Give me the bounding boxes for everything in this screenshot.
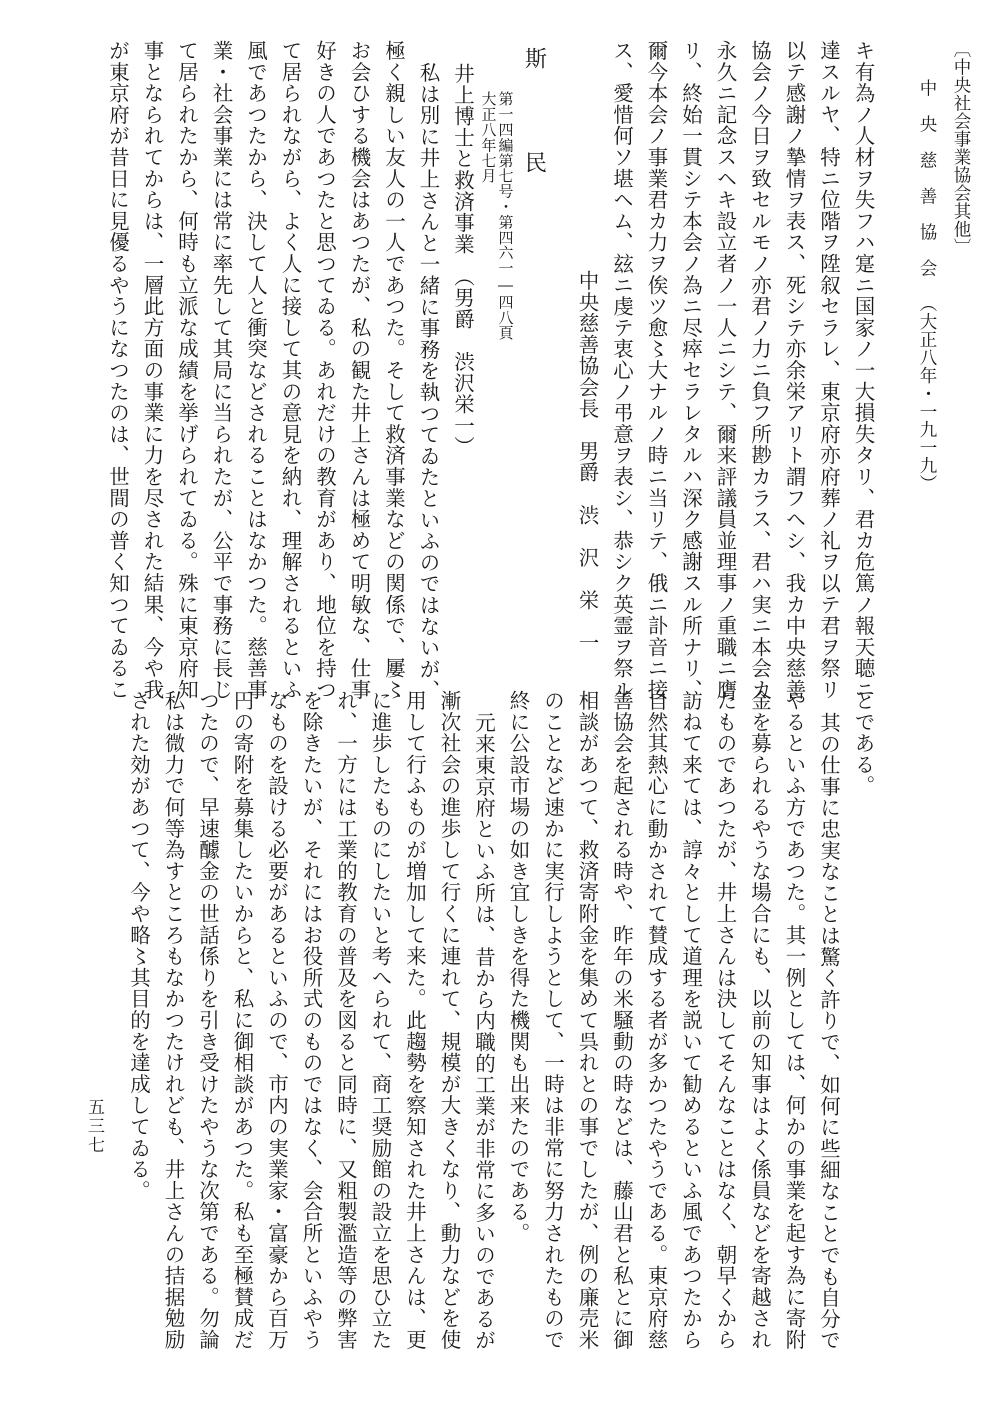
text-column: とである。	[851, 690, 875, 797]
text-column: て居られたから、何時も立派な成績を挙げられてゐる。殊に東京府知	[174, 40, 199, 701]
side-header	[896, 40, 978, 660]
signature: 中央慈善協会長 男爵 渋 沢 栄 一	[575, 269, 599, 653]
text-column: れ、一方には工業的教育の普及を図ると同時に、又粗製濫造等の弊害	[333, 690, 358, 1351]
text-column: のことなど速かに実行しようとして、一時は非常に努力されたもので	[540, 690, 565, 1351]
source-date: 大正八年七月	[479, 91, 498, 184]
page-number: 五三七	[84, 1098, 104, 1155]
text-column: お会ひする機会はあつたが、私の観た井上さんは極めて明敏な、仕事	[347, 40, 371, 701]
text-column: に進歩したものにしたいと考へられて、商工奨励館の設立を思ひ立た	[368, 690, 392, 1351]
text-column: 私は別に井上さんと一緒に事務を執つてゐたといふのではないが、	[416, 61, 440, 701]
text-column: 極く親しい友人の一人であつた。そして救済事業などの関係で、屢〻	[381, 40, 406, 701]
text-column: ス、愛惜何ソ堪ヘム、玆ニ虔テ衷心ノ弔意ヲ表シ、恭シク英霊ヲ祭ル	[609, 40, 634, 701]
text-column: 私は微力で何等為すところもなかつたけれども、井上さんの拮据勉励	[161, 690, 185, 1351]
text-column: なものを設ける必要があるといふので、市内の実業家・富豪から百万	[264, 690, 289, 1351]
text-column: 協会ノ今日ヲ致セルモノ亦君ノ力ニ負フ所尠カラス、君ハ実ニ本会カ	[747, 40, 772, 701]
text-column: 事となられてからは、一層此方面の事業に力を尽された結果、今や我	[140, 40, 164, 701]
text-column: 終に公設市場の如き宜しきを得た機関も出来たのである。	[506, 690, 530, 1244]
text-column: が東京府が昔日に見優るやうになつたのは、世間の普く知つてゐるこ	[105, 40, 130, 701]
text-column: 其の仕事に忠実なことは驚く許りで、如何に些細なことでも自分で	[816, 711, 841, 1351]
section-title: 斯 民	[521, 46, 547, 203]
text-column: リ、終始一貫シテ本会ノ為ニ尽瘁セラレタルハ深ク感謝スル所ナリ、	[678, 40, 703, 701]
organization-heading	[910, 40, 944, 660]
date-heading: （大正八年・一九一九）	[917, 294, 937, 492]
text-column: 善協会を起される時や、昨年の米騒動の時などは、藤山君と私とに御	[609, 690, 634, 1351]
text-column: て居られながら、よく人に接して其の意見を納れ、理解されるといふ	[278, 40, 302, 701]
text-column: された効があつて、今や略〻其目的を達成してゐる。	[126, 690, 151, 1202]
text-column: 以テ感謝ノ摯情ヲ表ス、死シテ亦余栄アリト謂フヘシ、我カ中央慈善	[782, 40, 806, 701]
text-column: 円の寄附を募集したいからと、私に御相談があつた。私も至極賛成だ	[230, 690, 254, 1351]
text-column: 訪ねて来ては、諄々として道理を説いて勧めるといふ風であつたから	[678, 690, 703, 1351]
text-column: やるといふ方であつた。其一例としては、何かの事業を起す為に寄附	[782, 690, 806, 1351]
text-column: 好きの人であつたと思つてゐる。あれだけの教育があり、地位を持つ	[312, 40, 337, 701]
series-heading: 〔中央社会事業協会其他〕	[951, 40, 971, 256]
text-column: 元来東京府といふ所は、昔から内職的工業が非常に多いのであるが	[471, 711, 496, 1351]
text-column: キ有為ノ人材ヲ失フハ寔ニ国家ノ一大損失タリ、君カ危篤ノ報天聴ニ	[851, 40, 875, 701]
text-column: 用して行ふものが増加して来た。此趨勢を察知された井上さんは、更	[402, 690, 427, 1351]
text-column: 風であつたから、決して人と衝突などされることはなかつた。慈善事	[243, 40, 268, 701]
column-spacer	[554, 40, 570, 640]
text-column: 自然其熱心に動かされて賛成する者が多かつたやうである。東京府慈	[644, 690, 668, 1351]
source-meta: 第一四編第七号・第四六一―四八頁	[496, 91, 515, 341]
organization-name: 中 央 慈 善 協 会	[917, 78, 937, 277]
text-column: 相談があつて、救済寄附金を集めて呉れとの事でしたが、例の廉売米	[575, 690, 599, 1351]
bottom-section	[120, 690, 880, 1351]
text-column: 永久ニ記念スヘキ設立者ノ一人ニシテ、爾来評議員並理事ノ重職ニ膺	[713, 40, 737, 701]
text-column: 業・社会事業には常に率先して其局に当られたが、公平で事務に長じ	[209, 40, 233, 701]
text-column: 金を募られるやうな場合にも、以前の知事はよく係員などを寄越され	[747, 690, 772, 1351]
text-column: を除きたいが、それにはお役所式のものではなく、会合所といふやう	[299, 690, 323, 1351]
text-column: たものであつたが、井上さんは決してそんなことはなく、朝早くから	[713, 690, 737, 1351]
top-section	[105, 40, 880, 701]
text-column: 爾今本会ノ事業君カ力ヲ俟ツ愈〻大ナルノ時ニ当リテ、俄ニ訃音ニ接	[644, 40, 668, 701]
text-column: つたので、早速醵金の世話係りを引き受けたやうな次第である。勿論	[195, 690, 220, 1351]
text-column: 達スルヤ、特ニ位階ヲ陞叙セラレ、東京府亦府葬ノ礼ヲ以テ君ヲ祭リ	[816, 40, 841, 701]
text-column: 漸次社会の進歩して行くに連れて、規模が大きくなり、動力などを使	[437, 690, 461, 1351]
article-title: 井上博士と救済事業 （男爵 渋沢栄一）	[450, 62, 475, 457]
